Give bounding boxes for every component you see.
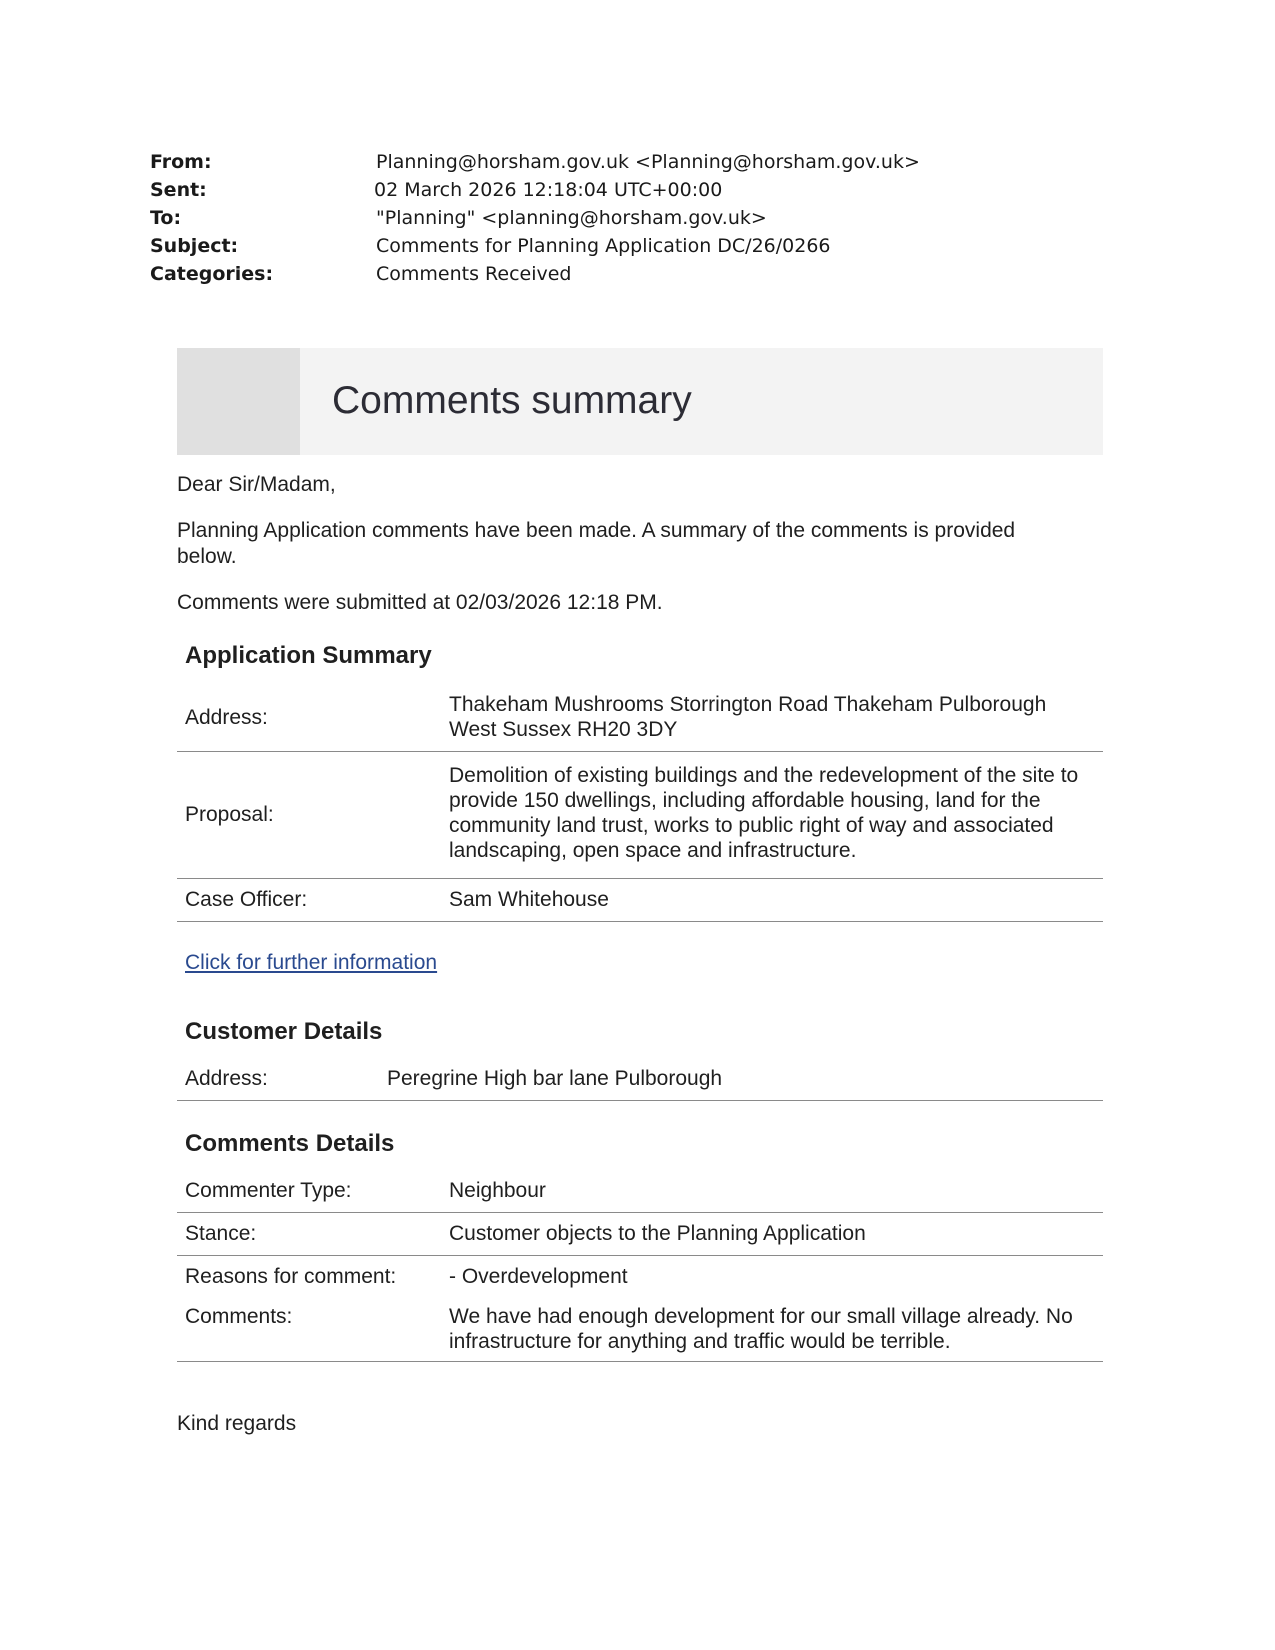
categories-value: Comments Received [376,263,572,285]
summary-banner [177,348,1103,455]
categories-row [150,263,1150,291]
greeting: Dear Sir/Madam, [177,473,336,496]
application-summary-heading: Application Summary [185,642,432,669]
commenter-type-value: Neighbour [449,1179,546,1202]
case-officer-label: Case Officer: [185,888,308,911]
to-row [150,207,1150,235]
proposal-label: Proposal: [185,803,274,826]
customer-details-heading: Customer Details [185,1018,383,1045]
stance-value: Customer objects to the Planning Application [449,1222,866,1245]
application-address-value: Thakeham Mushrooms Storrington Road Thakeham Pulborough West Sussex RH20 3DY [449,693,1047,741]
subject-label: Subject: [150,235,239,257]
sent-value: 02 March 2026 12:18:04 UTC+00:00 [374,179,723,201]
banner-side-block [177,348,300,455]
stance-label: Stance: [185,1222,257,1245]
banner-title: Comments summary [332,379,692,422]
from-row [150,151,1150,179]
customer-address-label: Address: [185,1067,268,1090]
to-value: "Planning" <planning@horsham.gov.uk> [376,207,767,229]
proposal-value: Demolition of existing buildings and the redevelopment of the site to provide 150 dwellings, including affordable housing, land for the community land trust, works to public right of way and associated landscaping, open space and infrastructure. [449,764,1079,862]
subject-row [150,235,1150,263]
sent-label: Sent: [150,179,207,201]
from-label: From: [150,151,212,173]
reasons-label: Reasons for comment: [185,1265,397,1288]
sent-row [150,179,1150,207]
application-address-label: Address: [185,706,268,729]
customer-address-value: Peregrine High bar lane Pulborough [387,1067,723,1090]
case-officer-value: Sam Whitehouse [449,888,609,911]
submitted-text: Comments were submitted at 02/03/2026 12:18 PM. [177,591,663,614]
reasons-row [177,1256,1103,1296]
comments-value: We have had enough development for our small village already. No infrastructure for anything and traffic would be terrible. [449,1305,1073,1353]
to-label: To: [150,207,182,229]
commenter-type-label: Commenter Type: [185,1179,352,1202]
comments-details-heading: Comments Details [185,1130,395,1157]
intro-paragraph: Planning Application comments have been made. A summary of the comments is provided below. [177,519,1016,568]
categories-label: Categories: [150,263,274,285]
case-officer-row [177,879,1103,922]
from-value: Planning@horsham.gov.uk <Planning@horsham.gov.uk> [376,151,920,173]
email-header [150,151,1150,291]
proposal-row [177,752,1103,879]
subject-value: Comments for Planning Application DC/26/0266 [376,235,831,257]
customer-address-row [177,1058,1103,1101]
stance-row [177,1213,1103,1256]
comments-row [177,1296,1103,1362]
application-address-row [177,684,1103,752]
reasons-value: - Overdevelopment [449,1265,628,1288]
commenter-type-row [177,1170,1103,1213]
further-information-link[interactable]: Click for further information [185,951,438,974]
closing-text: Kind regards [177,1412,297,1435]
comments-label: Comments: [185,1305,293,1328]
